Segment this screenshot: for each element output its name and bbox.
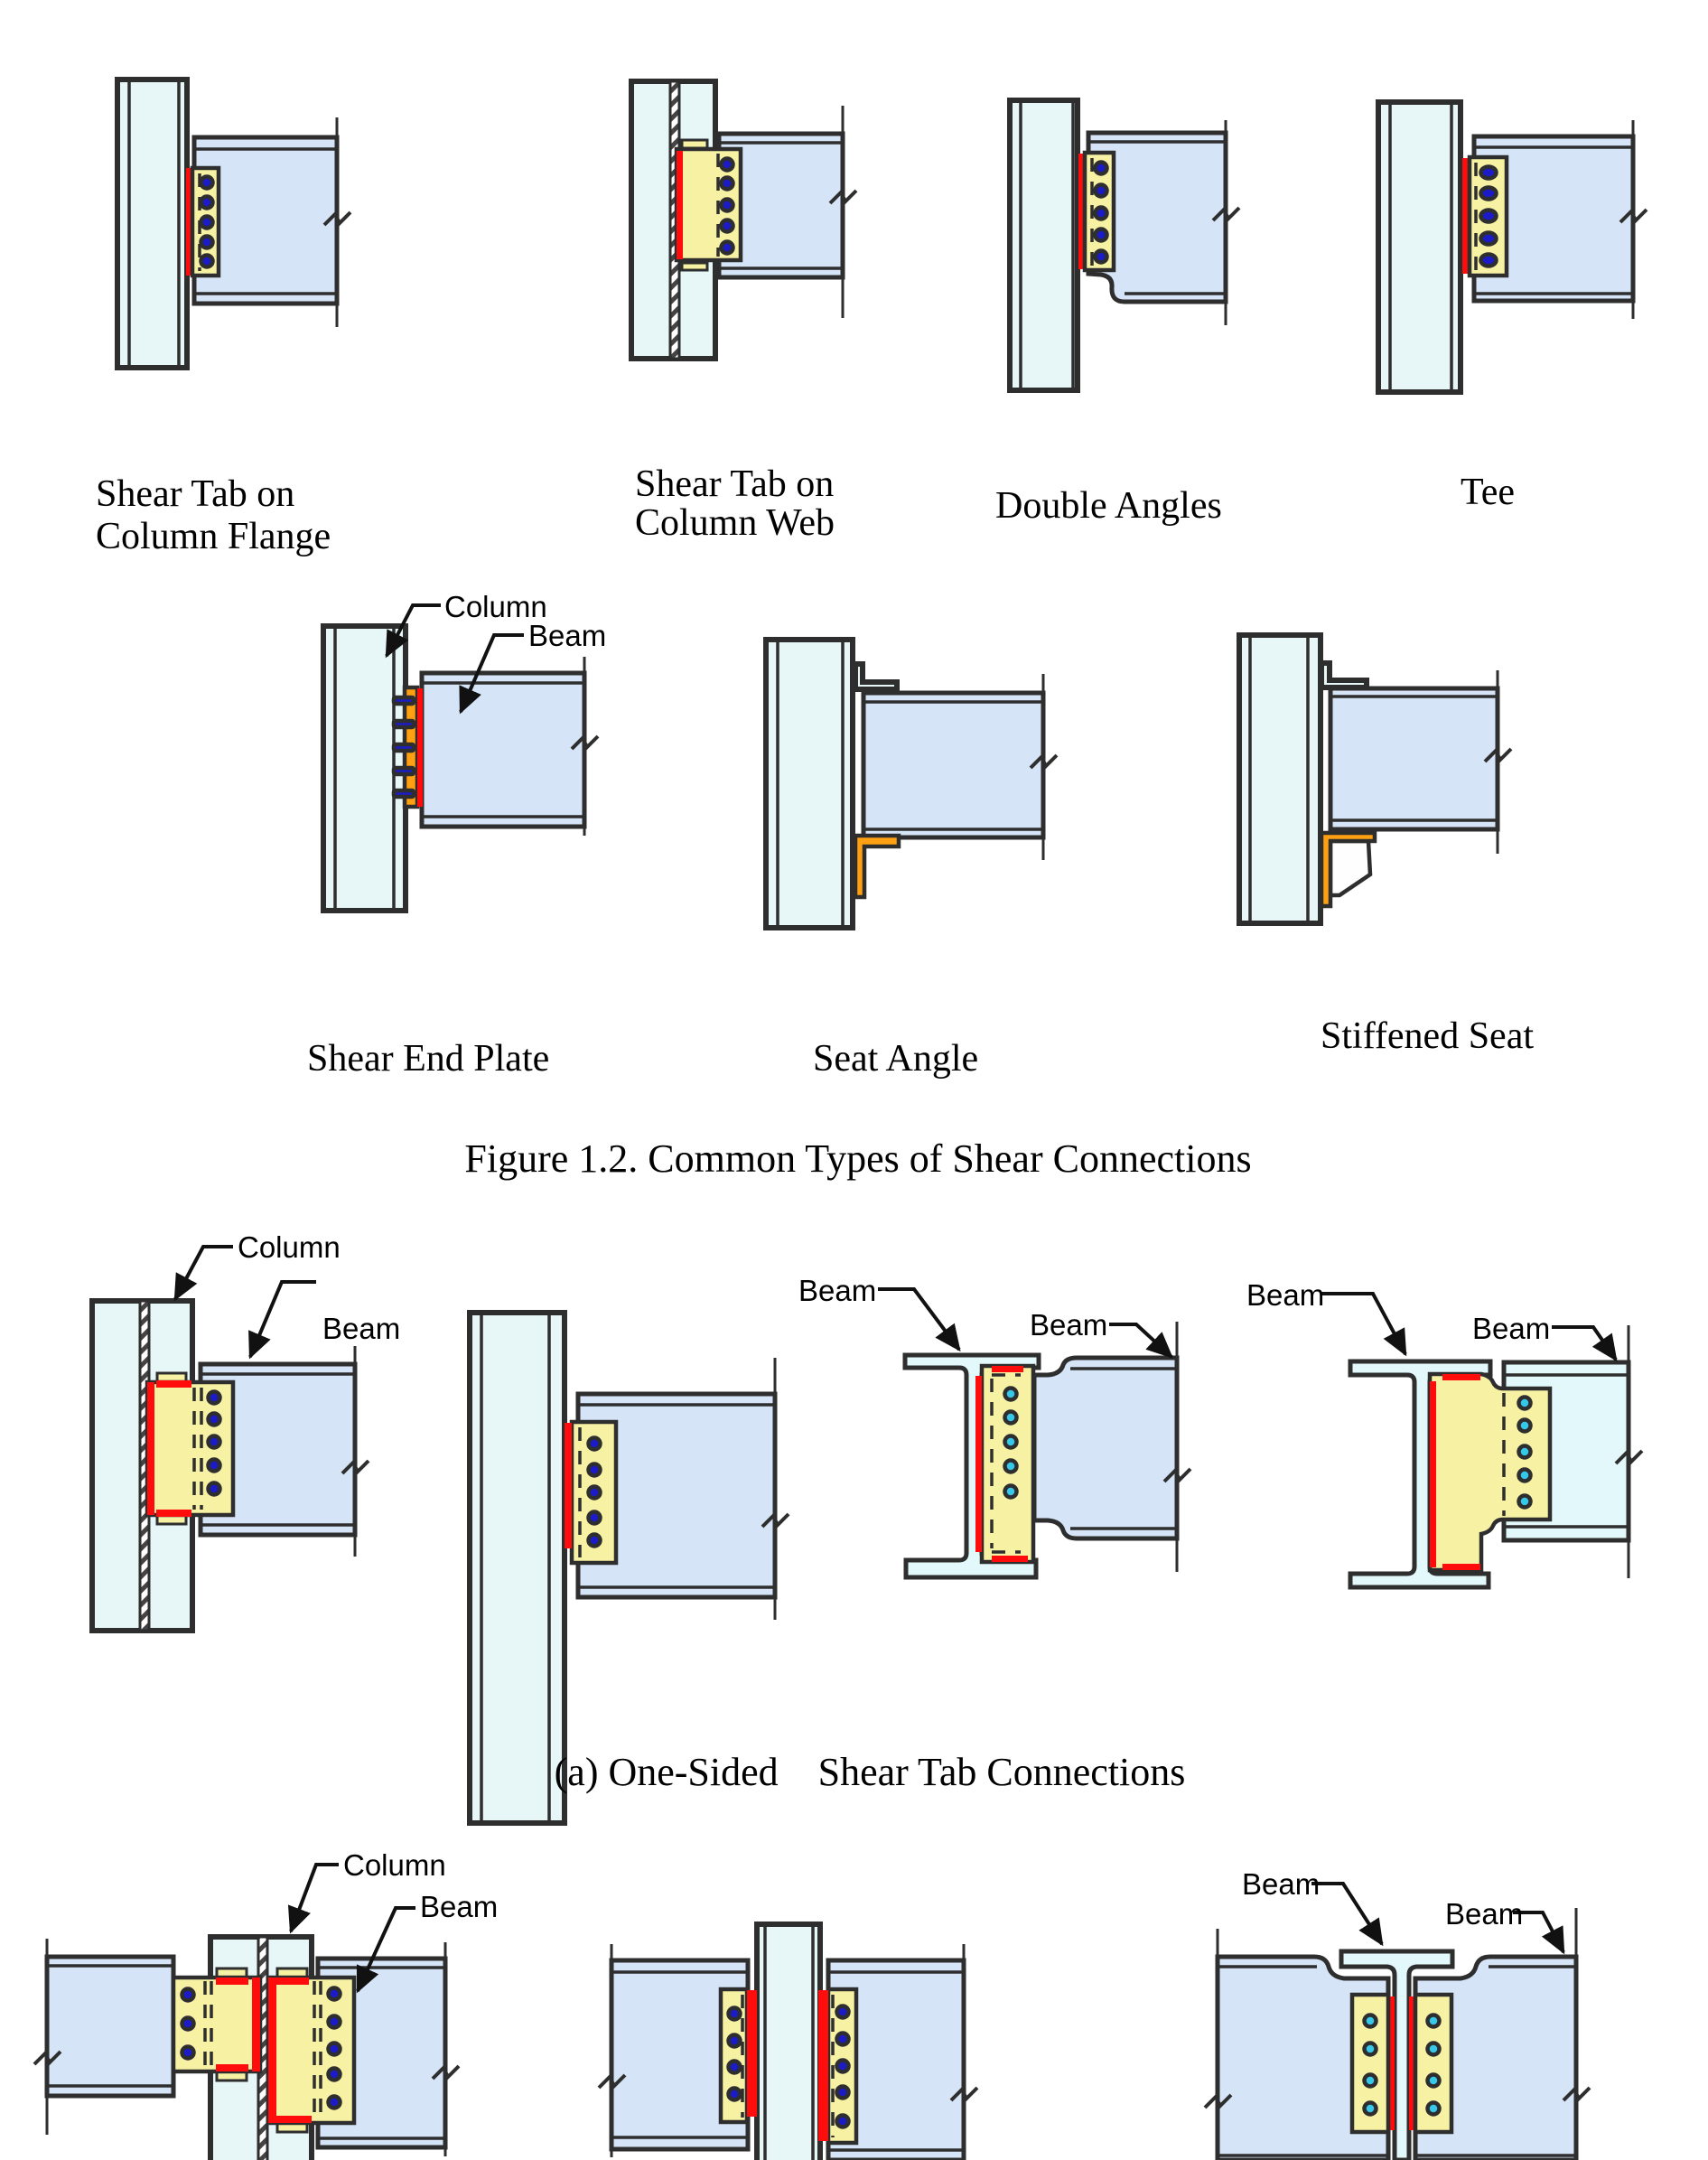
seat-stiffener [1330,841,1370,895]
column-annotation: Column [343,1848,446,1882]
diagram-seat-angle [766,640,1057,1080]
beam-shape [422,673,584,827]
weld-line [747,1990,757,2117]
bolt [1481,233,1497,245]
bolt [837,2061,849,2072]
bolt [1481,167,1497,179]
weld-line [275,2116,312,2123]
bolt [394,697,414,704]
column-leader-arrow [175,1247,233,1299]
bolt [209,1483,220,1495]
weld-line [147,1382,154,1515]
column-leader-arrow [291,1865,339,1931]
weld-line [677,151,683,259]
beam-leader-arrow [250,1282,316,1357]
bolt [201,197,213,209]
weld-line [275,1978,309,1985]
weld-line [252,1978,260,2071]
bolt [182,2047,194,2059]
bolt [329,2043,341,2055]
far-side-tab-edge [682,263,707,270]
diagram-shear-tab-on-column-web [631,81,856,544]
bolt [394,744,414,751]
caption-shear-tab-column-web-line1: Shear Tab on [635,463,835,505]
top-angle [855,664,897,689]
bolt [201,237,213,248]
bolt [1096,229,1107,241]
caption-seat-angle: Seat Angle [813,1038,979,1080]
diagram-one-sided-tab-girder-web-extended [1246,1278,1642,1587]
caption-shear-tab-column-flange-line2: Column Flange [96,516,331,557]
weld-line [1430,1381,1436,1567]
bolt [1428,2103,1440,2115]
bolt [209,1436,220,1448]
diagram-two-sided-tab-beam-to-beam [1205,1867,1590,2160]
diagram-one-sided-tab-column-flange [470,1313,789,1823]
beam-leader-arrow [1552,1327,1616,1360]
bolt [1096,163,1107,174]
bolt [182,2018,194,2030]
bolt [722,242,733,254]
beam-annotation: Beam [1445,1897,1524,1931]
bolt [837,2034,849,2045]
diagram-shear-end-plate [307,590,606,1080]
bolt [394,790,414,797]
bolt [589,1535,601,1547]
bolt [1365,2103,1377,2115]
weld-line [216,1978,248,1985]
diagram-one-sided-tab-column-web [92,1230,400,1631]
bolt [201,177,213,189]
beam-annotation: Beam [1472,1312,1551,1345]
bolt [1005,1436,1017,1448]
bolt [1481,188,1497,200]
bolt [1005,1389,1017,1400]
bolt [1005,1412,1017,1424]
bolt-group [182,1989,194,2059]
weld-line [268,1978,276,2123]
bolt [201,217,213,229]
diagram-tee [1378,102,1647,513]
caption-shear-tab-column-flange-line1: Shear Tab on [96,473,295,515]
weld-line [992,1556,1028,1562]
bolt [394,721,414,727]
diagram-stiffened-seat [1239,635,1534,1057]
bolt [1481,210,1497,222]
weld-line [818,1990,828,2141]
bolt [1096,208,1107,220]
diagram-shear-tab-on-column-flange [96,79,350,557]
caption-shear-end-plate: Shear End Plate [307,1038,550,1080]
bolt [589,1438,601,1450]
bolt [722,220,733,232]
bolt [1005,1461,1017,1473]
bolt [329,1988,341,2000]
bolt [837,2087,849,2099]
weld-line [417,688,423,807]
bolt [1519,1470,1531,1482]
beam-shape-left [47,1957,173,2096]
beam-leader-arrow [1109,1324,1171,1357]
bolt [837,2116,849,2127]
seat-angle [855,836,899,897]
bolt [209,1392,220,1404]
bolt [722,159,733,171]
bolt [1365,2075,1377,2087]
column-annotation: Column [444,590,547,623]
bolt [1481,255,1497,266]
column-annotation: Column [238,1230,341,1264]
diagram-double-angles [995,100,1239,527]
beam-shape [863,693,1043,837]
beam-annotation: Beam [1030,1308,1108,1342]
bolt [837,2006,849,2018]
beam-shape [1330,688,1498,829]
diagram-one-sided-tab-girder-web [798,1274,1190,1577]
top-angle [1321,663,1367,687]
bolt [1096,185,1107,197]
bolt [394,768,414,774]
weld-line [975,1376,982,1552]
bolt [589,1512,601,1524]
bolt [1519,1398,1531,1409]
bolt [1519,1420,1531,1432]
section-a-caption: (a) One-Sided Shear Tab Connections [554,1750,1186,1794]
caption-shear-tab-column-web-line2: Column Web [635,502,835,544]
weld-line [565,1423,572,1548]
bolt [729,2089,741,2100]
bolt [1428,2015,1440,2027]
weld-line [1442,1564,1480,1570]
bolt [1428,2043,1440,2055]
weld-line [156,1380,191,1388]
beam-annotation: Beam [528,619,607,652]
caption-double-angles: Double Angles [995,485,1222,527]
beam-annotation: Beam [1246,1278,1325,1312]
diagram-two-sided-tab-column-flange [599,1924,977,2160]
caption-tee: Tee [1461,472,1516,513]
bolt [729,2062,741,2073]
beam-leader-arrow [1311,1884,1382,1944]
bolt [329,2097,341,2109]
bolt [589,1464,601,1476]
bolt [201,256,213,267]
bolt [209,1414,220,1426]
beam-shape-coped [1034,1358,1177,1538]
bolt [1096,251,1107,263]
beam-leader-arrow [1321,1294,1405,1354]
bolt [209,1460,220,1472]
bolt [1428,2075,1440,2087]
figure-caption: Figure 1.2. Common Types of Shear Connections [464,1136,1252,1181]
bolt [1365,2043,1377,2055]
beam-annotation: Beam [420,1890,499,1923]
weld-line [992,1366,1023,1372]
bolt [329,2016,341,2028]
bolt [1365,2015,1377,2027]
far-side-tab-edge [682,140,707,148]
bolt [722,178,733,190]
diagram-two-sided-tab-column-web [34,1848,498,2160]
bolt [1005,1486,1017,1498]
bolt [1519,1446,1531,1458]
bolt [729,2008,741,2020]
beam-annotation: Beam [1242,1867,1321,1901]
bolt [182,1989,194,2001]
bolt [589,1487,601,1499]
bolt [722,200,733,211]
weld-line [156,1510,191,1517]
weld-line [1442,1374,1480,1380]
bolt [1519,1496,1531,1508]
beam-annotation: Beam [322,1312,401,1345]
bolt [329,2069,341,2081]
beam-annotation: Beam [798,1274,877,1307]
beam-leader-arrow [878,1289,959,1350]
caption-stiffened-seat: Stiffened Seat [1321,1015,1535,1057]
bolt [729,2035,741,2047]
weld-line [216,2064,248,2071]
